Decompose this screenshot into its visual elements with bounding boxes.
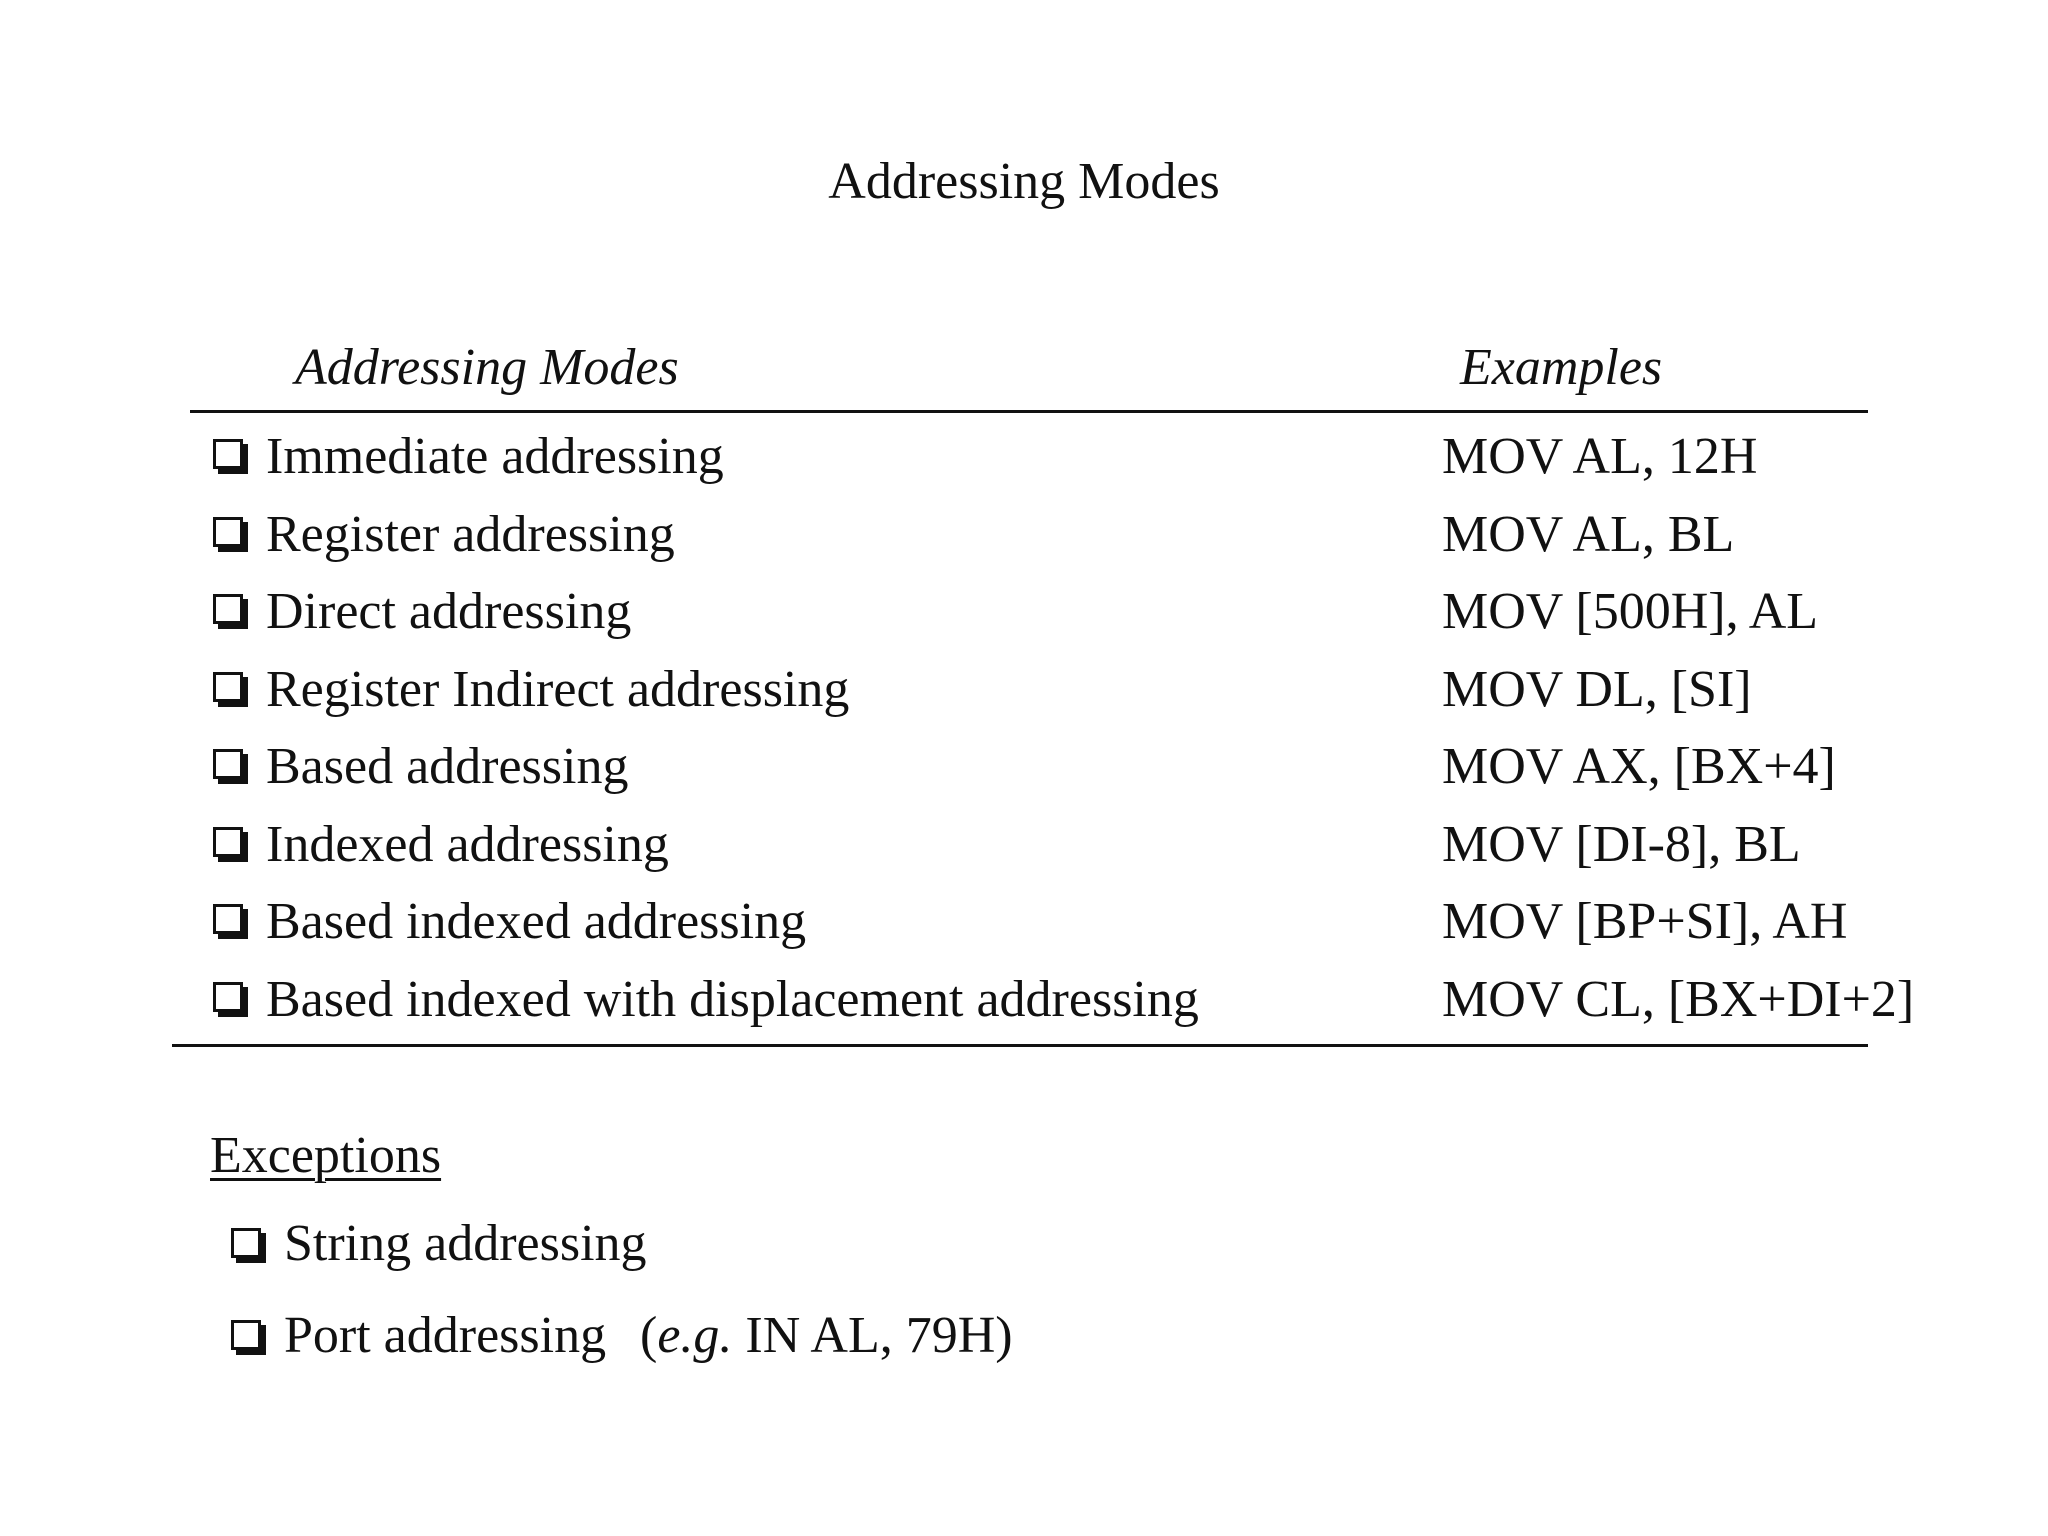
checkbox-square-icon	[213, 982, 243, 1012]
checkbox-square-icon	[213, 904, 243, 934]
table-row	[0, 890, 2048, 968]
example-code: MOV AL, 12H	[1442, 428, 1758, 485]
table-row	[0, 425, 2048, 503]
exception-example-note	[640, 1304, 1013, 1368]
example-code: MOV DL, [SI]	[1442, 660, 1752, 718]
exception-label: String addressing	[284, 1215, 647, 1272]
note-open-paren: (	[640, 1307, 658, 1364]
example-code: MOV [500H], AL	[1442, 583, 1819, 640]
example-code: MOV [DI-8], BL	[1442, 815, 1801, 873]
checkbox-square-icon	[213, 594, 243, 624]
table-row	[0, 968, 2048, 1046]
note-text: IN AL, 79H)	[732, 1307, 1013, 1364]
mode-label: Direct addressing	[266, 583, 632, 640]
example-code: MOV [BP+SI], AH	[1442, 893, 1848, 950]
exception-label: Port addressing	[284, 1307, 607, 1364]
table-row	[0, 658, 2048, 736]
checkbox-square-icon	[231, 1228, 261, 1258]
exception-item	[0, 1304, 2048, 1368]
addressing-modes-table	[0, 425, 2048, 1045]
note-eg: e.g.	[657, 1307, 733, 1364]
mode-label: Based addressing	[266, 738, 629, 795]
column-header-examples: Examples	[1460, 339, 1663, 396]
page-title: Addressing Modes	[828, 153, 1220, 210]
checkbox-square-icon	[213, 517, 243, 547]
checkbox-square-icon	[213, 827, 243, 857]
table-bottom-rule	[172, 1044, 1868, 1047]
mode-label: Indexed addressing	[266, 815, 669, 873]
checkbox-square-icon	[231, 1320, 261, 1350]
checkbox-square-icon	[213, 749, 243, 779]
checkbox-square-icon	[213, 672, 243, 702]
mode-label: Based indexed addressing	[266, 893, 807, 950]
example-code: MOV AL, BL	[1442, 505, 1735, 563]
example-code: MOV CL, [BX+DI+2]	[1442, 970, 1915, 1028]
table-top-rule	[190, 410, 1868, 413]
mode-label: Immediate addressing	[266, 428, 724, 485]
column-header-addressing-modes: Addressing Modes	[295, 339, 679, 396]
table-row	[0, 813, 2048, 891]
example-code: MOV AX, [BX+4]	[1442, 738, 1836, 795]
checkbox-square-icon	[213, 439, 243, 469]
table-row	[0, 503, 2048, 581]
mode-label: Register Indirect addressing	[266, 660, 850, 718]
mode-label: Based indexed with displacement addressing	[266, 970, 1199, 1028]
mode-label: Register addressing	[266, 505, 675, 563]
table-row	[0, 735, 2048, 813]
exception-item	[0, 1212, 2048, 1276]
table-row	[0, 580, 2048, 658]
exceptions-heading: Exceptions	[210, 1127, 442, 1184]
